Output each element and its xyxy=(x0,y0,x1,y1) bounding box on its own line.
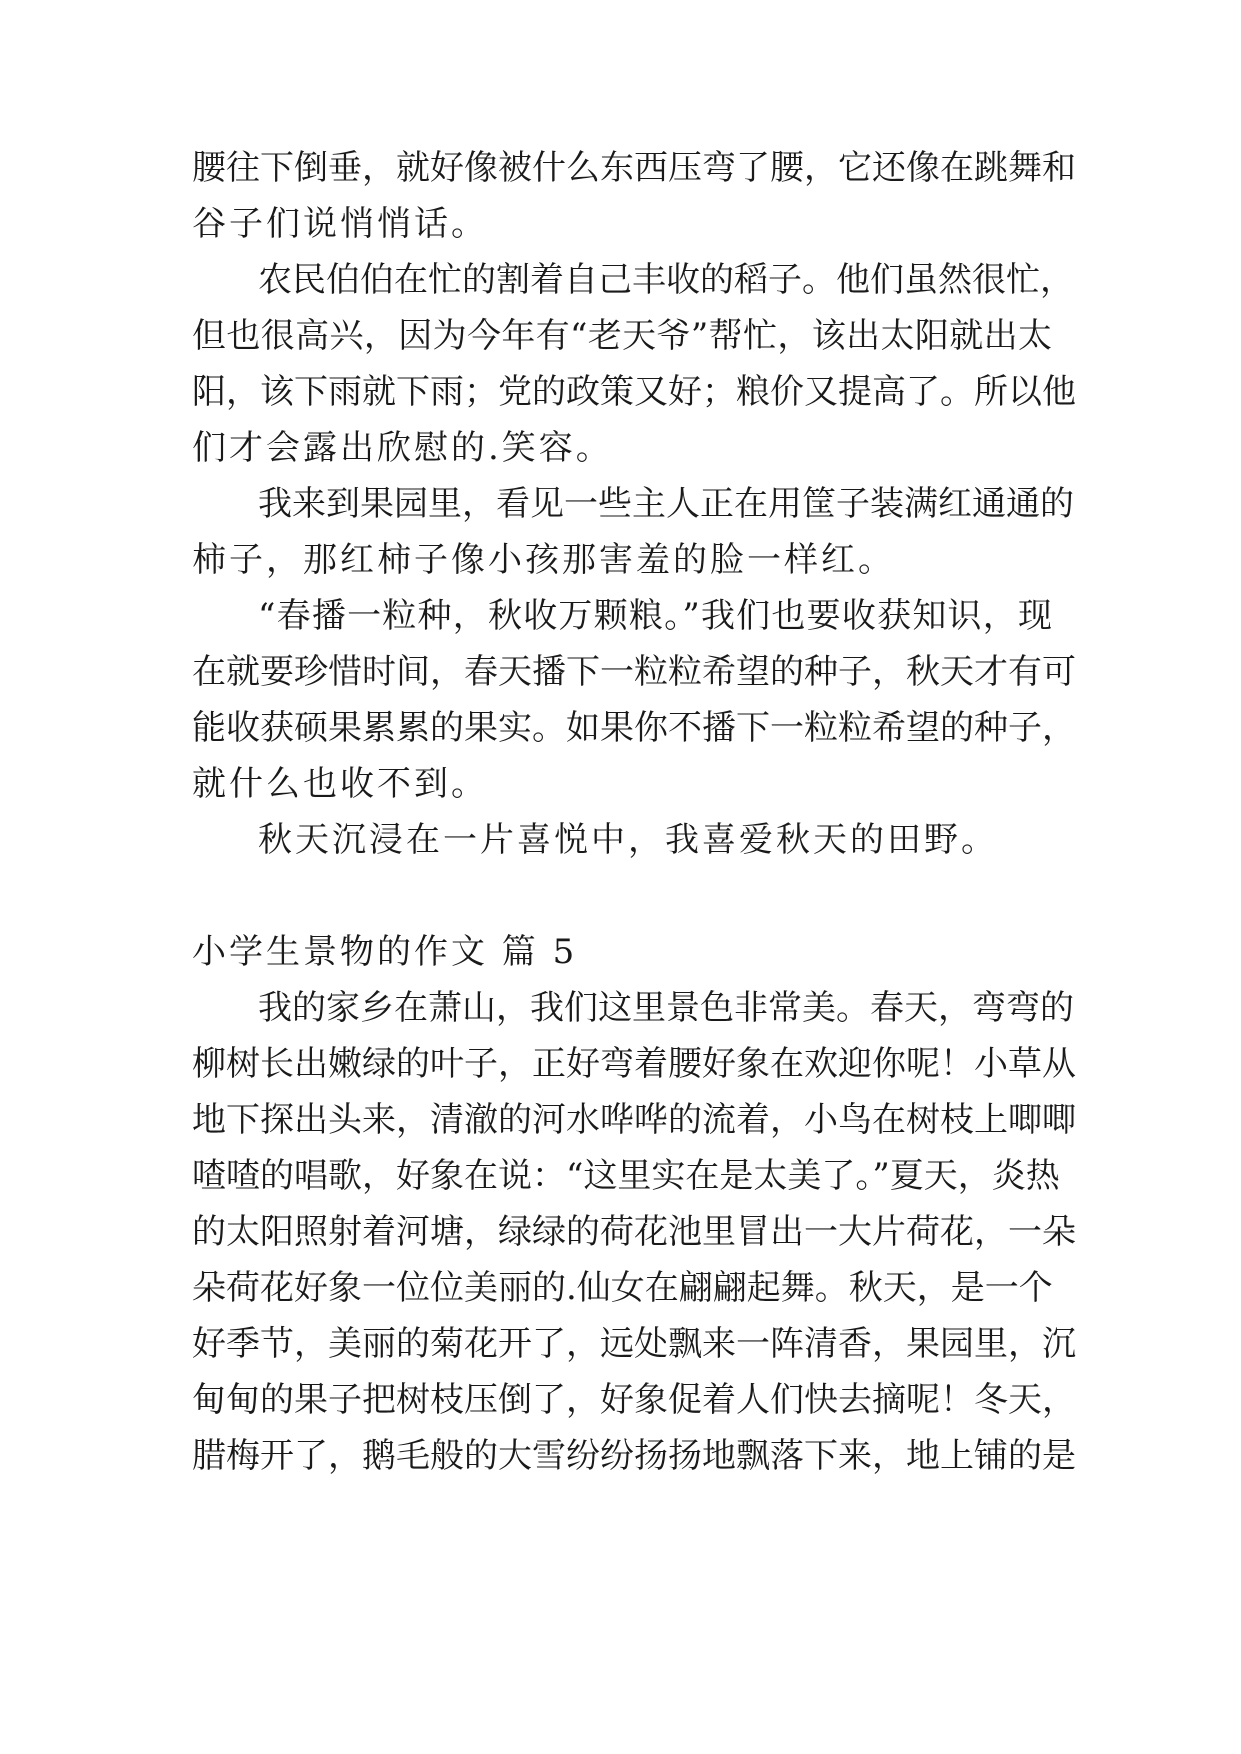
text-line: 在就要珍惜时间，春天播下一粒粒希望的种子，秋天才有可 xyxy=(192,652,1076,692)
paragraph-first-line: 秋天沉浸在一片喜悦中，我喜爱秋天的田野。 xyxy=(258,820,998,860)
text-line: 地下探出头来，清澈的河水哗哗的流着，小鸟在树枝上唧唧 xyxy=(192,1100,1076,1140)
text-line: 就什么也收不到。 xyxy=(192,764,488,804)
paragraph-first-line: 我来到果园里，看见一些主人正在用筐子装满红通通的 xyxy=(258,484,1074,524)
text-line: 的太阳照射着河塘，绿绿的荷花池里冒出一大片荷花，一朵 xyxy=(192,1212,1076,1252)
paragraph-first-line: 农民伯伯在忙的割着自己丰收的稻子。他们虽然很忙， xyxy=(258,260,1074,300)
section-heading: 小学生景物的作文 篇 5 xyxy=(192,932,578,972)
text-line: 甸甸的果子把树枝压倒了，好象促着人们快去摘呢！冬天， xyxy=(192,1380,1076,1420)
text-line: 们才会露出欣慰的.笑容。 xyxy=(192,428,613,468)
text-line: 阳，该下雨就下雨；党的政策又好；粮价又提高了。所以他 xyxy=(192,372,1076,412)
paragraph-first-line: “春播一粒种，秋收万颗粮。”我们也要收获知识，现 xyxy=(258,596,1052,636)
text-line: 好季节，美丽的菊花开了，远处飘来一阵清香，果园里，沉 xyxy=(192,1324,1076,1364)
text-line: 柳树长出嫩绿的叶子，正好弯着腰好象在欢迎你呢！小草从 xyxy=(192,1044,1076,1084)
text-line: 能收获硕果累累的果实。如果你不播下一粒粒希望的种子， xyxy=(192,708,1076,748)
paragraph-first-line: 我的家乡在萧山，我们这里景色非常美。春天，弯弯的 xyxy=(258,988,1074,1028)
text-line: 但也很高兴，因为今年有“老天爷”帮忙，该出太阳就出太 xyxy=(192,316,1052,356)
text-line: 朵荷花好象一位位美丽的.仙女在翩翩起舞。秋天，是一个 xyxy=(192,1268,1053,1308)
text-line: 喳喳的唱歌，好象在说：“这里实在是太美了。”夏天，炎热 xyxy=(192,1156,1060,1196)
text-line: 腰往下倒垂，就好像被什么东西压弯了腰，它还像在跳舞和 xyxy=(192,148,1076,188)
text-line: 柿子，那红柿子像小孩那害羞的脸一样红。 xyxy=(192,540,895,580)
text-line: 腊梅开了，鹅毛般的大雪纷纷扬扬地飘落下来，地上铺的是 xyxy=(192,1436,1076,1476)
text-line: 谷子们说悄悄话。 xyxy=(192,204,488,244)
